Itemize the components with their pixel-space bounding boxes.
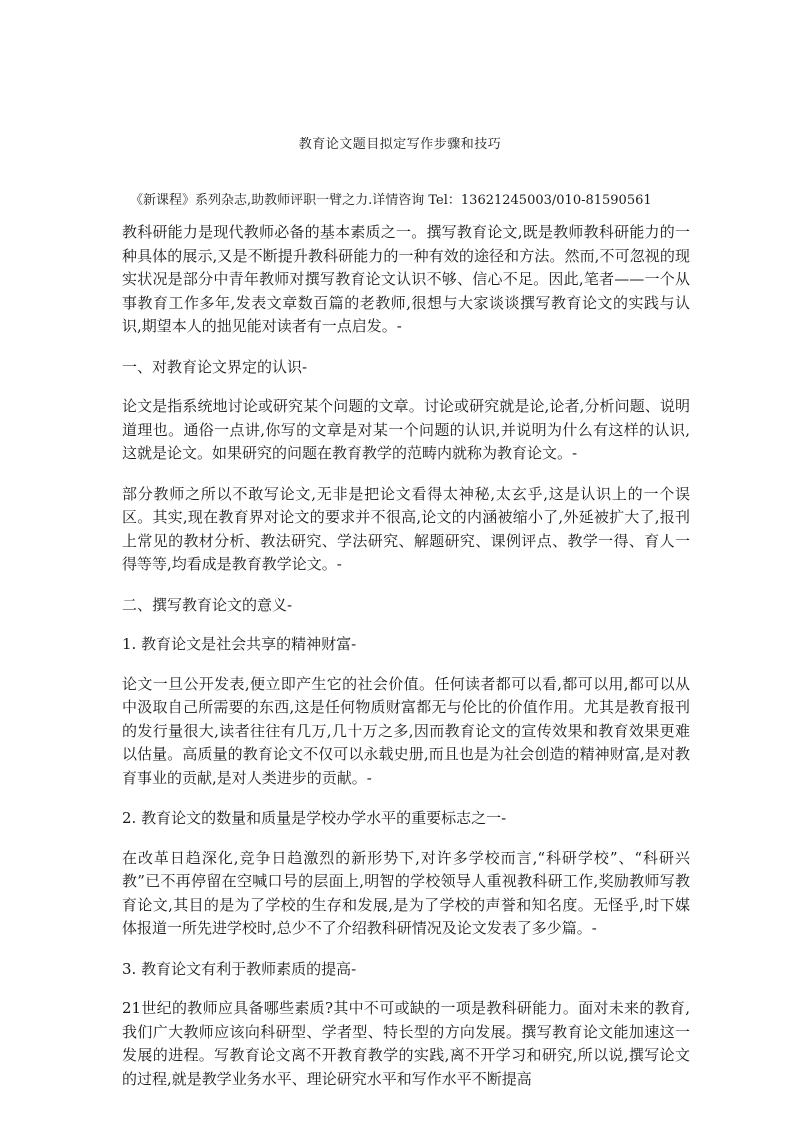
subheading-2-2: 2. 教育论文的数量和质量是学校办学水平的重要标志之一- <box>122 809 507 827</box>
section-heading-2: 二、撰写教育论文的意义- <box>122 595 293 614</box>
paragraph-school-level: 在改革日趋深化,竞争日趋激烈的新形势下,对许多学校而言,“科研学校”、“科研兴教”已不再停留在空喊口号的层面上,明智的学校领导人重视教科研工作,奖励教师写教育论文,其目的是为了学校的生存和发展,是为了学校的声誉和知名度。无怪乎,时下媒体报道一所先进学校时,总少不了介绍教科研情况及论文发表了多少篇。- <box>122 848 690 937</box>
paragraph-teacher-quality: 21世纪的教师应具备哪些素质?其中不可或缺的一项是教科研能力。面对未来的教育,我们广大教师应该向科研型、学者型、特长型的方向发展。撰写教育论文能加速这一发展的进程。写教育论文离不开教育教学的实践,离不开学习和研究,所以说,撰写论文的过程,就是教学业务水平、理论研究水平和写作水平不断提高 <box>122 999 690 1088</box>
paragraph-definition: 论文是指系统地讨论或研究某个问题的文章。讨论或研究就是论,论者,分析问题、说明道理也。通俗一点讲,你写的文章是对某一个问题的认识,并说明为什么有这样的认识,这就是论文。如果研究的问题在教育教学的范畴内就称为教育论文。- <box>122 397 690 462</box>
document-subtitle: 《新课程》系列杂志,助教师评职一臂之力.详情咨询 Tel：13621245003/010-81590561 <box>130 193 652 208</box>
subheading-2-1: 1. 教育论文是社会共享的精神财富- <box>122 635 357 653</box>
document-body <box>122 221 690 1108</box>
document-title: 教育论文题目拟定写作步骤和技巧 <box>298 137 502 152</box>
section-heading-1: 一、对教育论文界定的认识- <box>122 357 308 376</box>
paragraph-misconception: 部分教师之所以不敢写论文,无非是把论文看得太神秘,太玄乎,这是认识上的一个误区。其实,现在教育界对论文的要求并不很高,论文的内涵被缩小了,外延被扩大了,报刊上常见的教材分析、教法研究、学法研究、解题研究、课例评点、教学一得、育人一得等等,均看成是教育教学论文。- <box>122 484 690 573</box>
paragraph-intro: 教科研能力是现代教师必备的基本素质之一。撰写教育论文,既是教师教科研能力的一种具体的展示,又是不断提升教科研能力的一种有效的途径和方法。然而,不可忽视的现实状况是部分中青年教师对撰写教育论文认识不够、信心不足。因此,笔者——一个从事教育工作多年,发表文章数百篇的老教师,很想与大家谈谈撰写教育论文的实践与认识,期望本人的拙见能对读者有一点启发。- <box>122 223 690 335</box>
paragraph-social-value: 论文一旦公开发表,便立即产生它的社会价值。任何读者都可以看,都可以用,都可以从中汲取自己所需要的东西,这是任何物质财富都无与伦比的价值作用。尤其是教育报刊的发行量很大,读者往往有几万,几十万之多,因而教育论文的宣传效果和教育效果更难以估量。高质量的教育论文不仅可以永载史册,而且也是为社会创造的精神财富,是对教育事业的贡献,是对人类进步的贡献。- <box>122 674 690 787</box>
subheading-2-3: 3. 教育论文有利于教师素质的提高- <box>122 959 357 978</box>
